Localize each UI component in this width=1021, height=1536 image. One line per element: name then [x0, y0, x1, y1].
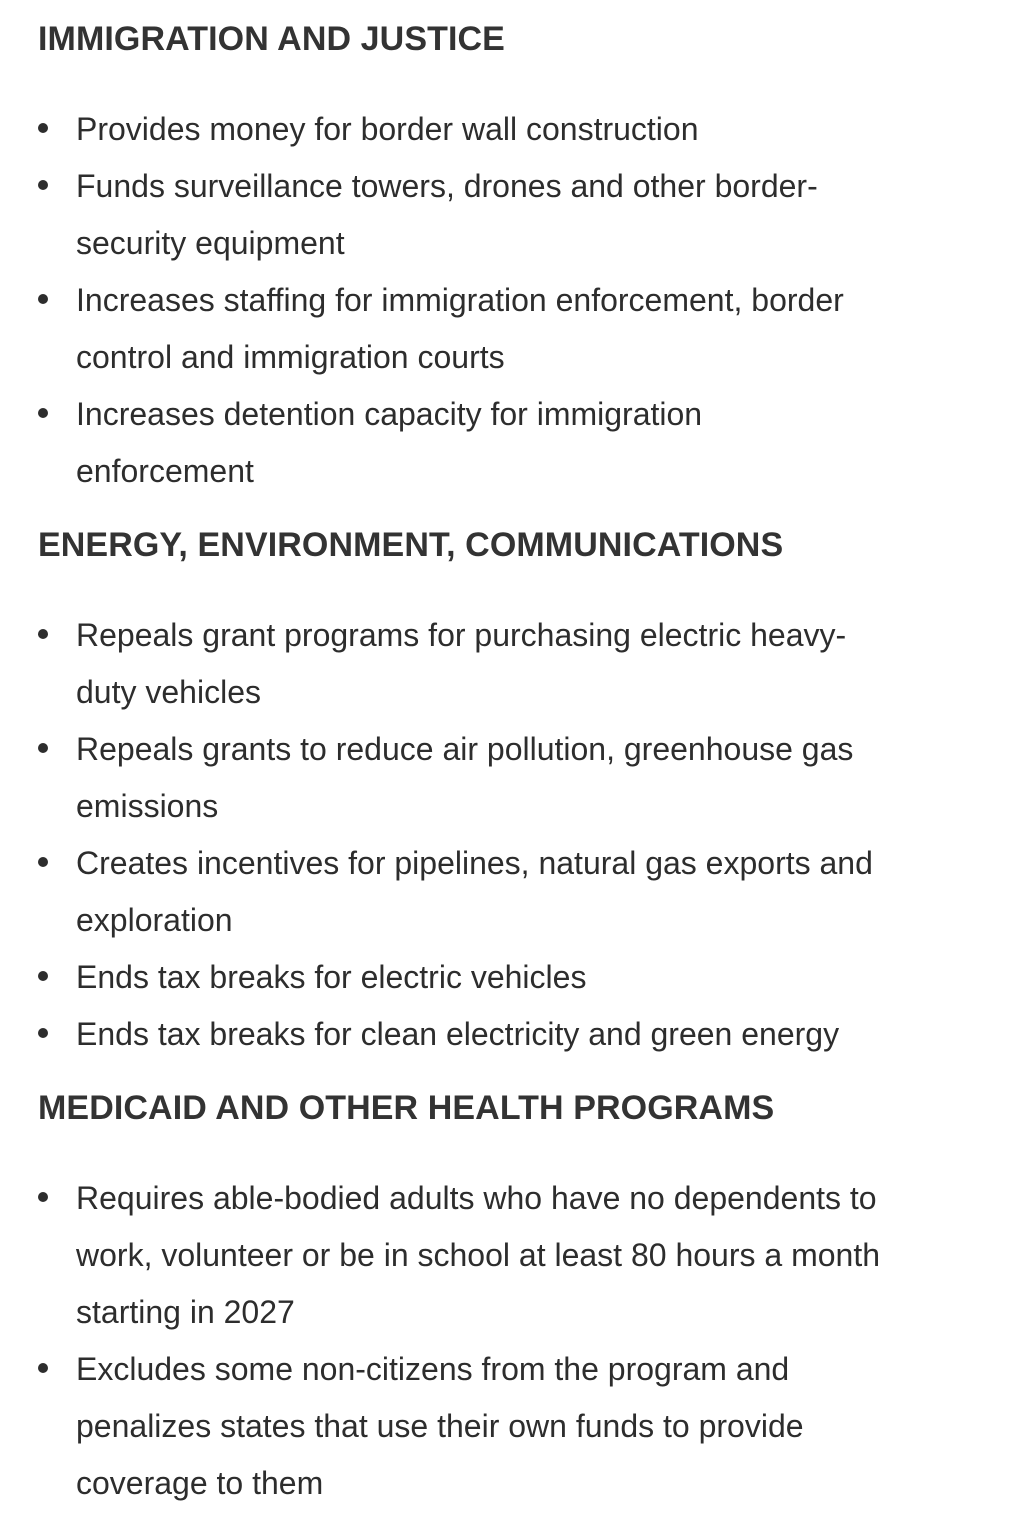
list-item: [38, 721, 981, 835]
bullet-text: Requires able-bodied adults who have no dependents to work, volunteer or be in school at least 80 hours a month starting in 2027: [76, 1180, 880, 1330]
list-item: [38, 1170, 981, 1341]
bullet-icon: [38, 1363, 48, 1373]
list-item: [38, 101, 981, 158]
bullet-text: Repeals grant programs for purchasing electric heavy- duty vehicles: [76, 617, 847, 710]
bullet-text: Funds surveillance towers, drones and other border- security equipment: [76, 168, 818, 261]
bullet-icon: [38, 294, 48, 304]
list-item: [38, 1341, 981, 1512]
bullet-text: Provides money for border wall construction: [76, 111, 699, 147]
bullet-list: [38, 1170, 981, 1512]
bullet-list: [38, 607, 981, 1063]
bullet-text: Creates incentives for pipelines, natural gas exports and exploration: [76, 845, 873, 938]
bullet-icon: [38, 971, 48, 981]
bullet-text: Ends tax breaks for clean electricity and green energy: [76, 1016, 840, 1052]
bullet-icon: [38, 1028, 48, 1038]
section-heading: ENERGY, ENVIRONMENT, COMMUNICATIONS: [38, 526, 784, 564]
bullet-icon: [38, 123, 48, 133]
section-heading: IMMIGRATION AND JUSTICE: [38, 20, 505, 58]
section-medicaid-and-other-health-programs: [38, 1084, 981, 1512]
list-item: [38, 607, 981, 721]
list-item: [38, 386, 981, 500]
bullet-icon: [38, 180, 48, 190]
list-item: [38, 272, 981, 386]
bullet-icon: [38, 857, 48, 867]
list-item: [38, 1006, 981, 1063]
bullet-icon: [38, 629, 48, 639]
bullet-text: Repeals grants to reduce air pollution, greenhouse gas emissions: [76, 731, 854, 824]
section-immigration-and-justice: [38, 15, 981, 500]
list-item: [38, 835, 981, 949]
bullet-list: [38, 101, 981, 500]
bullet-text: Increases staffing for immigration enforcement, border control and immigration courts: [76, 282, 844, 375]
section-heading: MEDICAID AND OTHER HEALTH PROGRAMS: [38, 1089, 775, 1127]
bullet-icon: [38, 1192, 48, 1202]
section-energy-environment-communications: [38, 521, 981, 1063]
bullet-text: Excludes some non-citizens from the program and penalizes states that use their own funds to provide coverage to them: [76, 1351, 804, 1501]
bullet-text: Increases detention capacity for immigration enforcement: [76, 396, 703, 489]
bullet-icon: [38, 408, 48, 418]
list-item: [38, 949, 981, 1006]
bullet-icon: [38, 743, 48, 753]
list-item: [38, 158, 981, 272]
bullet-text: Ends tax breaks for electric vehicles: [76, 959, 587, 995]
